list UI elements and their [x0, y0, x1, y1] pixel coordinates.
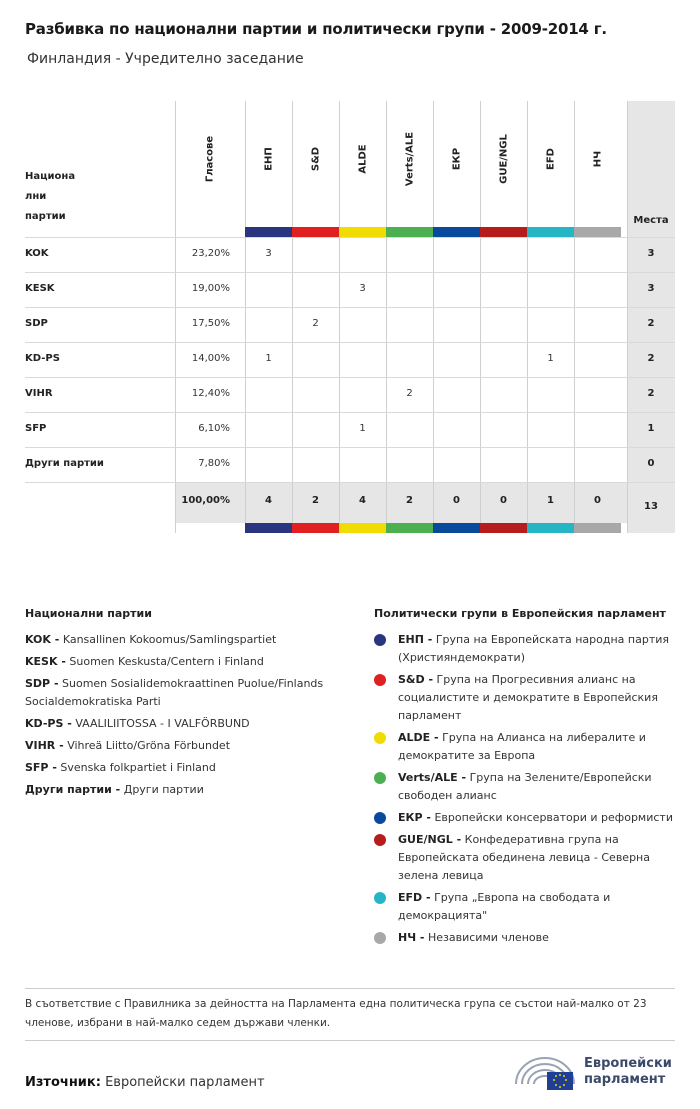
group-color-bar — [386, 227, 433, 237]
group-legend-item — [374, 929, 679, 947]
group-column-header — [292, 101, 339, 237]
group-color-bar — [386, 523, 433, 533]
total-seats-cell: 2 — [647, 318, 655, 329]
row-divider — [25, 237, 675, 238]
total-seats-cell: 3 — [647, 283, 655, 294]
seats-column-header: Места — [633, 215, 669, 226]
national-legend-item — [25, 737, 345, 755]
legend-name: Група на Европейската народна партия (Християндемократи) — [398, 633, 669, 664]
group-seats-cell: 3 — [359, 283, 366, 294]
total-seats-cell: 3 — [647, 248, 655, 259]
legend-name: Suomen Keskusta/Centern i Finland — [69, 655, 264, 668]
group-legend-title: Политически групи в Европейския парламент — [374, 607, 666, 620]
row-divider — [25, 412, 675, 413]
group-header-label: GUE/NGL — [498, 134, 509, 184]
group-legend-item — [374, 631, 679, 667]
legend-name: Независими членове — [428, 931, 549, 944]
party-name-cell: KESK — [25, 283, 55, 294]
group-color-bar — [245, 227, 292, 237]
group-color-dot-icon — [374, 732, 386, 744]
legend-abbr: EFD - — [398, 891, 431, 904]
group-legend-item — [374, 729, 679, 765]
national-legend-item — [25, 715, 345, 733]
row-divider — [25, 307, 675, 308]
national-legend-item — [25, 781, 345, 799]
group-color-bar — [480, 227, 527, 237]
legend-name: Група на Зелените/Европейски свободен алианс — [398, 771, 652, 802]
group-legend-item — [374, 889, 679, 925]
votes-cell: 23,20% — [191, 248, 230, 259]
legend-name: Svenska folkpartiet i Finland — [60, 761, 216, 774]
national-legend-title: Национални партии — [25, 607, 152, 620]
legend-name: Група „Европа на свободата и демокрацията" — [398, 891, 611, 922]
group-column-header — [433, 101, 480, 237]
group-column-header — [527, 101, 574, 237]
votes-header-label: Гласове — [204, 135, 216, 183]
votes-cell: 12,40% — [191, 388, 230, 399]
group-legend-item — [374, 831, 679, 885]
legend-name: Група на Алианса на либералите и демократите за Европа — [398, 731, 646, 762]
votes-cell: 14,00% — [191, 353, 230, 364]
group-color-bar — [574, 227, 621, 237]
votes-cell: 17,50% — [191, 318, 230, 329]
group-column-header — [245, 101, 292, 237]
group-seats-cell: 1 — [359, 423, 366, 434]
group-total-cell: 0 — [453, 495, 460, 506]
votes-cell: 6,10% — [198, 423, 230, 434]
party-column-header — [25, 167, 95, 227]
group-color-bar — [480, 523, 527, 533]
legend-name: Vihreä Liitto/Gröna Förbundet — [67, 739, 231, 752]
group-header-label: EFD — [545, 148, 556, 170]
total-seats-cell: 2 — [647, 353, 655, 364]
national-legend-item — [25, 759, 345, 777]
legend-name: Други партии — [123, 783, 204, 796]
group-column-header — [480, 101, 527, 237]
group-color-dot-icon — [374, 812, 386, 824]
group-header-label: ЕКР — [451, 147, 462, 171]
group-legend-item — [374, 809, 679, 827]
group-color-bar — [527, 227, 574, 237]
row-divider — [25, 342, 675, 343]
national-legend-item — [25, 631, 345, 649]
group-total-cell: 2 — [406, 495, 413, 506]
page-subtitle: Финландия - Учредително заседание — [27, 51, 304, 67]
party-header-line: Национа — [25, 171, 76, 182]
group-column-header — [574, 101, 621, 237]
source-label: Източник: — [25, 1075, 101, 1090]
group-color-bar — [292, 227, 339, 237]
votes-cell: 7,80% — [198, 458, 230, 469]
group-seats-cell: 1 — [265, 353, 272, 364]
group-column-header — [339, 101, 386, 237]
votes-column-header — [175, 101, 245, 237]
national-legend-item — [25, 675, 345, 711]
group-color-bar — [339, 227, 386, 237]
source-value: Европейски парламент — [105, 1075, 265, 1090]
legend-name: Kansallinen Kokoomus/Samlingspartiet — [62, 633, 277, 646]
logo-line: парламент — [584, 1072, 666, 1087]
group-color-dot-icon — [374, 932, 386, 944]
group-total-cell: 2 — [312, 495, 319, 506]
legend-name: VAALILIITOSSA - I VALFÖRBUND — [75, 717, 250, 730]
row-divider — [25, 272, 675, 273]
footnote: В съответствие с Правилника за дейността на Парламента една политическа група се състои най-малко от 23 членове, избрани в най-малко седем държави членки. — [25, 998, 647, 1029]
legend-abbr: VIHR - — [25, 739, 64, 752]
row-divider — [25, 447, 675, 448]
results-table — [25, 101, 675, 533]
group-color-dot-icon — [374, 892, 386, 904]
group-legend-item — [374, 671, 679, 725]
legend-abbr: KESK - — [25, 655, 66, 668]
group-header-label: ЕНП — [263, 147, 274, 171]
divider — [25, 1040, 675, 1041]
national-legend-item — [25, 653, 345, 671]
group-seats-cell: 2 — [312, 318, 319, 329]
group-header-label: S&D — [310, 146, 321, 172]
legend-name: Конфедеративна група на Европейската обединена левица - Северна зелена левица — [398, 833, 650, 882]
group-total-cell: 4 — [265, 495, 272, 506]
group-legend-item — [374, 769, 679, 805]
votes-cell: 19,00% — [191, 283, 230, 294]
group-color-dot-icon — [374, 834, 386, 846]
legend-name: Европейски консерватори и реформисти — [434, 811, 673, 824]
group-color-dot-icon — [374, 674, 386, 686]
legend-name: Suomen Sosialidemokraattinen Puolue/Finlands Socialdemokratiska Parti — [25, 677, 324, 708]
legend-abbr: Други партии - — [25, 783, 121, 796]
legend-abbr: GUE/NGL - — [398, 833, 462, 846]
legend-abbr: S&D - — [398, 673, 434, 686]
logo-line: Европейски — [584, 1056, 672, 1071]
legend-abbr: ЕКР - — [398, 811, 431, 824]
group-header-label: Verts/ALE — [404, 131, 415, 187]
group-color-bar — [292, 523, 339, 533]
party-name-cell: KOK — [25, 248, 49, 259]
group-header-label: ALDE — [357, 144, 368, 174]
party-name-cell: SDP — [25, 318, 48, 329]
row-divider — [25, 377, 675, 378]
group-header-label: НЧ — [592, 150, 603, 168]
total-seats-cell: 1 — [647, 423, 655, 434]
grand-total-cell: 13 — [644, 501, 658, 512]
group-total-cell: 0 — [500, 495, 507, 506]
party-header-line: партии — [25, 211, 66, 222]
party-name-cell: KD-PS — [25, 353, 60, 364]
group-total-cell: 0 — [594, 495, 601, 506]
group-seats-cell: 1 — [547, 353, 554, 364]
party-header-line: лни — [25, 191, 47, 202]
total-votes-cell: 100,00% — [181, 495, 230, 506]
page-title: Разбивка по национални партии и политически групи - 2009-2014 г. — [25, 20, 607, 38]
group-column-header — [386, 101, 433, 237]
legend-abbr: ЕНП - — [398, 633, 433, 646]
legend-abbr: НЧ - — [398, 931, 425, 944]
group-color-bar — [339, 523, 386, 533]
group-color-bar — [433, 523, 480, 533]
group-total-cell: 1 — [547, 495, 554, 506]
group-total-cell: 4 — [359, 495, 366, 506]
party-name-cell: VIHR — [25, 388, 53, 399]
legend-name: Група на Прогресивния алианс на социалистите и демократите в Европейския парламент — [398, 673, 658, 722]
group-color-bar — [433, 227, 480, 237]
european-parliament-logo — [514, 1052, 679, 1092]
group-seats-cell: 2 — [406, 388, 413, 399]
legend-abbr: Verts/ALE - — [398, 771, 467, 784]
party-name-cell: Други партии — [25, 458, 104, 469]
row-divider — [25, 482, 675, 483]
group-color-dot-icon — [374, 772, 386, 784]
legend-abbr: SDP - — [25, 677, 59, 690]
legend-abbr: SFP - — [25, 761, 57, 774]
total-seats-cell: 0 — [647, 458, 655, 469]
party-name-cell: SFP — [25, 423, 47, 434]
group-color-dot-icon — [374, 634, 386, 646]
group-seats-cell: 3 — [265, 248, 272, 259]
total-seats-cell: 2 — [647, 388, 655, 399]
parliament-emblem-icon — [514, 1052, 576, 1092]
source-line — [25, 1075, 265, 1090]
group-color-bar — [574, 523, 621, 533]
legend-abbr: KD-PS - — [25, 717, 72, 730]
divider — [25, 988, 675, 989]
group-color-bar — [245, 523, 292, 533]
group-color-bar — [527, 523, 574, 533]
legend-abbr: KOK - — [25, 633, 60, 646]
logo-text — [584, 1056, 672, 1088]
legend-abbr: ALDE - — [398, 731, 439, 744]
